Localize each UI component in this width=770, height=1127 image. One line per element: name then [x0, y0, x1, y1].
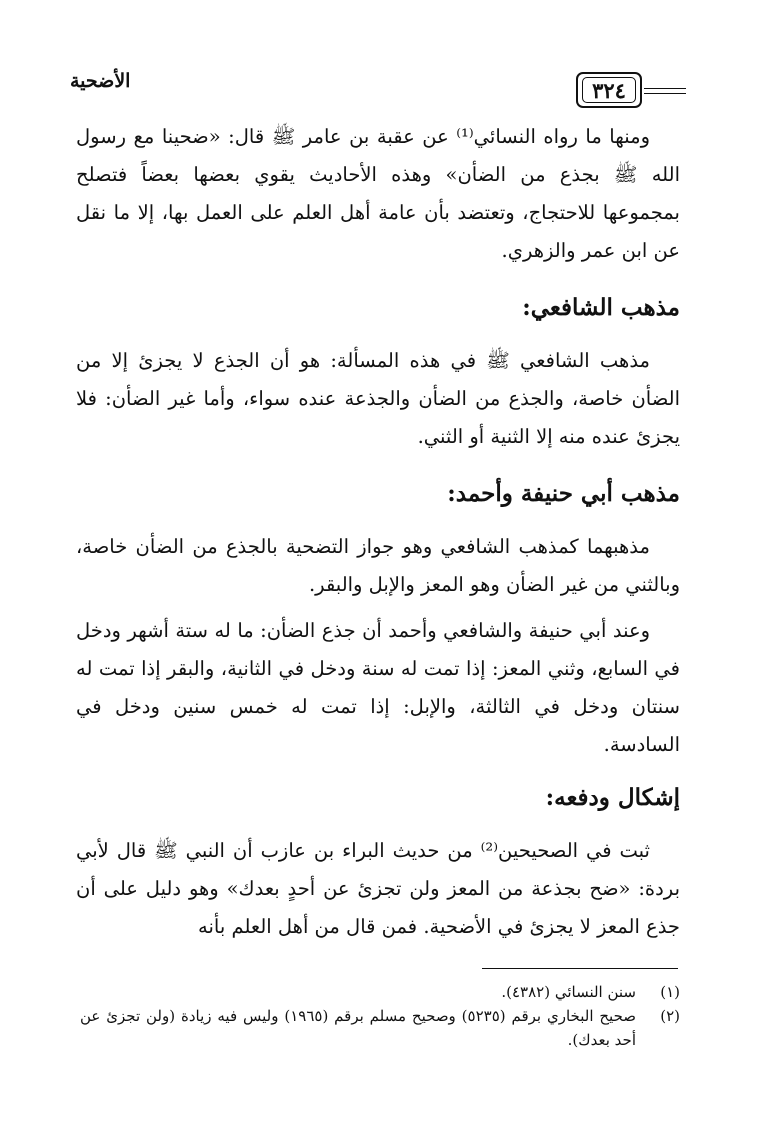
page-number: ٣٢٤ — [582, 77, 636, 103]
footnote-text: صحيح البخاري برقم (٥٢٣٥) وصحيح مسلم برقم (١٩٦٥) وليس فيه زيادة (ولن تجزئ عن أحد بعدك). — [80, 1007, 636, 1049]
footnote-number: (١) — [660, 983, 680, 1001]
footnote-text: سنن النسائي (٤٣٨٢). — [501, 983, 636, 1001]
running-title: الأضحية — [70, 70, 131, 92]
footnote — [80, 980, 680, 1004]
heading-ishkal: إشكال ودفعه: — [545, 784, 680, 811]
page-number-frame — [576, 72, 642, 108]
header-rule-bottom — [644, 93, 686, 94]
header-rule-top — [644, 88, 686, 89]
heading-shafii: مذهب الشافعي: — [522, 294, 680, 321]
paragraph-hanafi-2: وعند أبي حنيفة والشافعي وأحمد أن جذع الضأن: ما له ستة أشهر ودخل في السابع، وثني المعز: إذا تمت له سنة ودخل في الثانية، والبقر إذا تمت له سنتان ودخل في الثالثة، والإبل: إذا تمت له خمس سنين ودخل في السادسة. — [76, 619, 680, 756]
footnote-number: (٢) — [660, 1007, 680, 1025]
paragraph-hanafi-1: مذهبهما كمذهب الشافعي وهو جواز التضحية بالجذع من الضأن خاصة، وبالثني من غير الضأن وهو المعز والإبل والبقر. — [76, 535, 680, 596]
paragraph-shafii: مذهب الشافعي ﷺ في هذه المسألة: هو أن الجذع لا يجزئ إلا من الضأن خاصة، والجذع من الضأن والجذعة عنده سواء، وأما غير الضأن: فلا يجزئ عنده منه إلا الثنية أو الثني. — [76, 349, 680, 448]
footnote — [80, 1004, 680, 1052]
paragraph-ishkal: ثبت في الصحيحين⁽²⁾ من حديث البراء بن عازب أن النبي ﷺ قال لأبي بردة: «ضح بجذعة من المعز ولن تجزئ عن أحدٍ بعدك» وهو دليل على أن جذع المعز لا يجزئ في الأضحية. فمن قال من أهل العلم بأنه — [76, 839, 680, 938]
heading-hanafi-ahmad: مذهب أبي حنيفة وأحمد: — [447, 480, 680, 507]
footnote-separator — [482, 968, 678, 969]
footnotes — [80, 980, 680, 1052]
main-text — [76, 118, 680, 946]
paragraph-nasai: ومنها ما رواه النسائي⁽¹⁾ عن عقبة بن عامر ﷺ قال: «ضحينا مع رسول الله ﷺ بجذع من الضأن» وهذه الأحاديث يقوي بعضها بعضاً فتصلح بمجموعها للاحتجاج، وتعتضد بأن عامة أهل العلم على العمل بها، إلا ما نقل عن ابن عمر والزهري. — [76, 125, 680, 262]
